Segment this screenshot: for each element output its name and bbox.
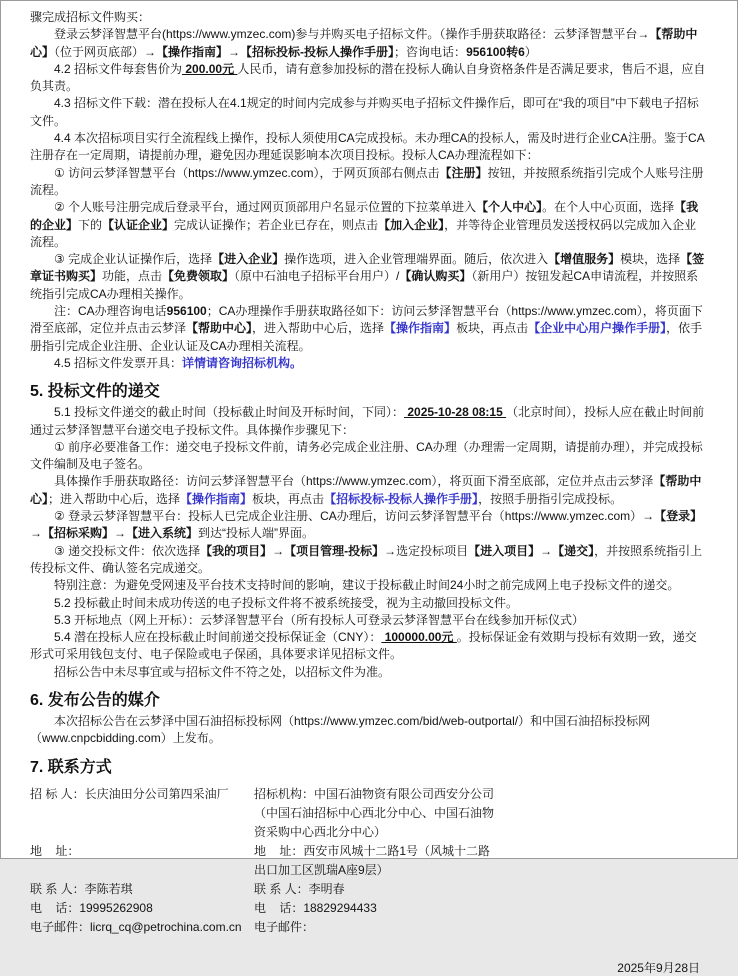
- contact-left-cell: 电 话：19995262908: [30, 900, 153, 915]
- text-run: 人民币，请有意参加投标的潜在投标人确认自身资格条件是否满足要求，售后不退，应自负其责。: [30, 61, 706, 94]
- paragraph: [30, 439, 708, 474]
- text-run: 具体操作手册获取路径：访问云梦泽智慧平台（https://www.ymzec.com），将页面下滑至底部，定位并点击云梦泽: [54, 474, 654, 489]
- contact-right-cell: 电子邮件：: [254, 919, 315, 934]
- text-run: 骤完成招标文件购买：: [30, 10, 151, 24]
- paragraph: [30, 355, 708, 372]
- text-run: 4.5 招标文件发票开具：: [54, 355, 183, 370]
- contact-right-cell: （中国石油招标中心西北分中心、中国石油物: [254, 805, 495, 820]
- text-run: →: [30, 526, 42, 541]
- paragraph: [30, 303, 708, 355]
- contact-left-cell: [30, 823, 254, 842]
- text-run: 模块，选择: [620, 252, 681, 267]
- text-run: 按钮，并按照系统指引完成个人账号注册流程。: [30, 165, 704, 197]
- ui-button-ref: 【确认购买】: [399, 269, 472, 284]
- paragraph: [30, 95, 708, 130]
- paragraph: [30, 61, 708, 96]
- ui-button-ref: 【操作指南】: [156, 44, 229, 59]
- text-run: （北京时间），投标人应在截止时间前通过云梦泽智慧平台递交电子投标文件。具体操作步骤见下：: [30, 405, 705, 437]
- paragraph: [30, 612, 708, 629]
- text-run: 登录云梦泽智慧平台(https://www.ymzec.com)参与并购买电子招标文件。（操作手册获取路径：云梦泽智慧平台→: [54, 27, 650, 42]
- paragraph: [30, 543, 708, 578]
- section-heading: 6. 发布公告的媒介: [30, 691, 160, 709]
- ui-button-ref: 【加入企业】: [378, 217, 445, 232]
- text-run: →: [114, 526, 127, 541]
- text-run: 本次招标公告在云梦泽中国石油招标投标网（https://www.ymzec.com/bid/web-outportal/）和中国石油招标投标网（www.cnpcbidding.com）上发布。: [30, 713, 651, 746]
- contact-right-cell: 电 话：18829294433: [254, 900, 377, 915]
- text-run: 特别注意：为避免受网速及平台技术支持时间的影响，建议于投标截止时间24小时之前完成网上电子投标文件的递交。: [54, 578, 680, 593]
- text-run: ② 个人账号注册完成后登录平台，通过网页顶部用户名显示位置的下拉菜单进入: [54, 200, 477, 215]
- contact-left-cell: 招 标 人：长庆油田分公司第四采油厂: [30, 786, 229, 801]
- text-run: →: [540, 543, 553, 558]
- text-run: 功能，点击: [102, 269, 163, 284]
- section-heading: 5. 投标文件的递交: [30, 383, 160, 401]
- text-run: 板块，再点击: [252, 491, 325, 506]
- paragraph: [30, 595, 708, 612]
- text-run: ，按照手册指引完成投标。: [478, 491, 623, 506]
- text-run: ，依手册指引完成企业注册、企业认证及CA办理相关流程。: [30, 321, 703, 353]
- ui-button-ref: 【个人中心】: [476, 200, 543, 215]
- text-run: ；咨询电话：: [394, 44, 467, 59]
- text-run: ③ 完成企业认证操作后，选择: [54, 252, 213, 267]
- ui-button-ref: 【招标投标-投标人操作手册】: [240, 44, 395, 59]
- paragraph: [30, 165, 708, 200]
- paragraph: [30, 251, 708, 303]
- contact-left-cell: 电子邮件：licrq_cq@petrochina.com.cn: [30, 919, 242, 934]
- section-heading: 7. 联系方式: [30, 758, 112, 776]
- ui-button-ref: 【我的企业】: [30, 200, 699, 232]
- text-run: 完成认证操作；若企业已存在，则点击: [174, 217, 379, 232]
- text-run: ，并按照系统指引上传投标文件、确认签名完成递交。: [30, 543, 703, 575]
- ui-button-ref: 【帮助中心】: [30, 27, 698, 59]
- text-run: 5.2 投标截止时间未成功传送的电子投标文件将不被系统接受，视为主动撤回投标文件。: [54, 595, 519, 610]
- text-run: 到达“投标人端”界面。: [198, 526, 315, 541]
- ui-button-ref: 【注册】: [439, 165, 488, 180]
- ui-button-ref: 【增值服务】: [548, 252, 621, 267]
- ui-button-ref: 【进入企业】: [212, 252, 285, 267]
- text-run: 5.3 开标地点（网上开标）：云梦泽智慧平台（所有投标人可登录云梦泽智慧平台在线参加开标仪式）: [54, 612, 585, 627]
- paragraph: [30, 713, 708, 748]
- ui-button-ref: 【免费领取】: [162, 269, 235, 284]
- text-run: 注：CA办理咨询电话: [54, 304, 167, 319]
- paragraph: [30, 629, 708, 664]
- manual-link[interactable]: 【招标投标-投标人操作手册】: [324, 491, 479, 506]
- text-run: 板块，再点击: [456, 321, 529, 336]
- manual-link[interactable]: 【操作指南】: [384, 321, 457, 336]
- contact-right-cell: 资采购中心西北分中心）: [254, 824, 387, 839]
- ui-button-ref: 956100转6: [466, 44, 525, 59]
- manual-link[interactable]: 【操作指南】: [180, 491, 253, 506]
- text-run: 4.4 本次招标项目实行全流程线上操作，投标人须使用CA完成投标。未办理CA的投标人，需及时进行企业CA注册。鉴于CA注册存在一定周期，请提前办理，避免因办理延误影响本次项目投标。投标人CA办理流程如下：: [30, 131, 705, 163]
- ui-button-ref: 【招标采购】: [42, 526, 115, 541]
- text-run: 。在个人中心页面，选择: [542, 200, 675, 215]
- text-run: （原中石油电子招标平台用户）/: [234, 269, 400, 284]
- text-run: ；进入帮助中心后，选择: [48, 491, 181, 506]
- text-run: →: [228, 44, 241, 59]
- text-run: ① 前序必要准备工作：递交电子投标文件前，请务必完成企业注册、CA办理（办理需一定周期，请提前办理），并完成投标文件编制及电子签名。: [30, 439, 703, 472]
- text-run: （位于网页底部）→: [54, 44, 157, 59]
- contact-right-cell: 联 系 人：李明春: [254, 881, 345, 896]
- contact-left-cell: 联 系 人：李陈若琪: [30, 881, 133, 896]
- underlined-value: 200.00元: [182, 61, 238, 76]
- underlined-value: 100000.00元: [381, 630, 457, 645]
- text-run: ② 登录云梦泽智慧平台：投标人已完成企业注册、CA办理后，访问云梦泽智慧平台（https://www.ymzec.com）→: [54, 509, 655, 524]
- text-run: （新用户）按钮发起CA申请流程，并按照系统指引完成CA办理相关操作。: [30, 269, 699, 301]
- paragraph: [30, 26, 708, 61]
- contact-grid: [30, 785, 708, 937]
- text-run: →: [272, 543, 285, 558]
- text-run: 4.3 招标文件下载：潜在投标人在4.1规定的时间内完成参与并购买电子招标文件操作后，即可在“我的项目”中下载电子招标文件。: [30, 96, 699, 128]
- contact-left-cell: 地 址：: [30, 843, 80, 858]
- ui-button-ref: 【签章证书购买】: [30, 252, 705, 284]
- ui-button-ref: 【项目管理-投标】: [284, 543, 385, 558]
- paragraph: [30, 404, 708, 439]
- contact-left-cell: [30, 804, 254, 823]
- text-run: ③ 递交投标文件：依次选择: [54, 543, 201, 558]
- text-run: 。投标保证金有效期与投标有效期一致，递交形式可采用钱包支付、电子保险或电子保函，具体要求详见招标文件。: [30, 630, 697, 662]
- text-run: 5.1 投标文件递交的截止时间（投标截止时间及开标时间，下同）：: [54, 405, 405, 420]
- text-run: 4.2 招标文件每套售价为: [54, 61, 183, 76]
- ui-button-ref: 【帮助中心】: [186, 321, 253, 336]
- ui-button-ref: 【认证企业】: [102, 217, 175, 232]
- ui-button-ref: 【登录】: [654, 509, 703, 524]
- paragraph: [30, 664, 708, 681]
- manual-link[interactable]: 【企业中心用户操作手册】: [528, 321, 667, 336]
- ui-button-ref: 【帮助中心】: [30, 474, 702, 506]
- text-run: ）: [524, 44, 537, 59]
- text-run: ，进入帮助中心后，选择: [252, 321, 385, 336]
- text-run: 招标公告中未尽事宜或与招标文件不符之处，以招标文件为准。: [54, 664, 391, 679]
- text-run: →选定投标项目: [384, 543, 469, 558]
- ui-button-ref: 956100: [166, 304, 207, 319]
- document-body: [30, 9, 708, 777]
- ui-button-ref: 【进入项目】: [468, 543, 541, 558]
- contact-right-cell: 招标机构：中国石油物资有限公司西安分公司: [254, 786, 495, 801]
- text-run: ① 访问云梦泽智慧平台（https://www.ymzec.com），于网页顶部右侧点击: [54, 165, 440, 180]
- manual-link[interactable]: 详情请咨询招标机构。: [182, 355, 303, 370]
- paragraph: [30, 199, 708, 251]
- text-run: 5.4 潜在投标人应在投标截止时间前递交投标保证金（CNY）：: [54, 630, 382, 645]
- ui-button-ref: 【递交】: [552, 543, 595, 558]
- announcement-date: 2025年9月28日: [617, 960, 700, 975]
- text-run: 操作选项，进入企业管理端界面。随后，依次进入: [284, 252, 549, 267]
- paragraph: [30, 508, 708, 543]
- contact-left-cell: [30, 861, 254, 880]
- paragraph: [30, 577, 708, 594]
- paragraph: [30, 473, 708, 508]
- contact-right-cell: 地 址：西安市风城十二路1号（风城十二路: [254, 843, 491, 858]
- text-run: 下的: [78, 217, 103, 232]
- text-run: ，并等待企业管理员发送授权码以完成加入企业流程。: [30, 217, 697, 249]
- ui-button-ref: 【我的项目】: [200, 543, 273, 558]
- ui-button-ref: 【进入系统】: [126, 526, 199, 541]
- paragraph: [30, 130, 708, 165]
- text-run: ；CA办理操作手册获取路径如下：访问云梦泽智慧平台（https://www.ymzec.com），将页面下滑至底部，定位并点击云梦泽: [30, 304, 703, 336]
- contact-right-cell: 出口加工区凯瑞A座9层）: [254, 862, 389, 877]
- underlined-value: 2025-10-28 08:15: [404, 405, 507, 420]
- paragraph: [30, 9, 708, 26]
